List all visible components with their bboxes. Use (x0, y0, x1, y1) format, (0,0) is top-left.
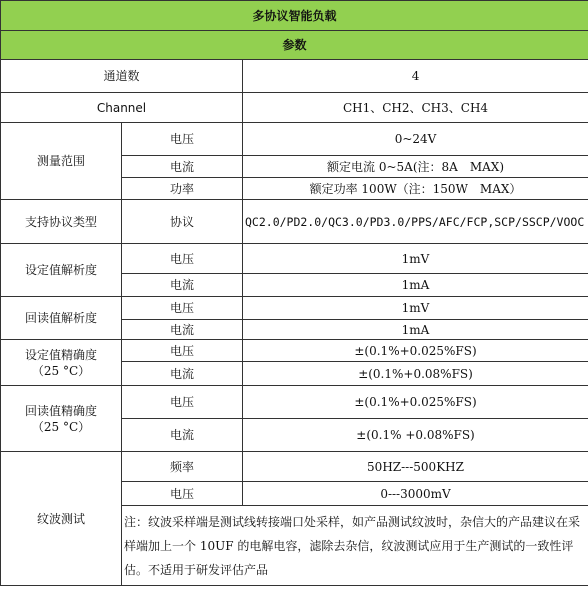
range-voltage-value: 0~24V (243, 123, 588, 156)
range-power-value: 额定功率 100W（注：150W MAX） (243, 178, 588, 200)
section-title: 参数 (1, 31, 588, 60)
ripple-note: 注：纹波采样端是测试线转接端口处采样，如产品测试纹波时，杂信大的产品建议在采样端加上一个 10UF 的电解电容，滤除去杂信，纹波测试应用于生产测试的一致性评估。不适用于研发评估产品 (122, 506, 588, 586)
channels-label: 通道数 (1, 60, 243, 93)
table-row (1, 123, 588, 156)
ripple-freq-label: 频率 (122, 452, 243, 482)
set-acc-temp: （25 °C） (31, 363, 91, 378)
read-acc-label (1, 386, 122, 452)
ripple-label: 纹波测试 (1, 452, 122, 586)
set-acc-voltage-label: 电压 (122, 340, 243, 362)
channels-value: 4 (243, 60, 588, 93)
section-row (1, 31, 588, 60)
table-row (1, 93, 588, 123)
table-row (1, 200, 588, 244)
read-acc-temp: （25 °C） (31, 419, 91, 434)
set-acc-title: 设定值精确度 (24, 347, 97, 362)
read-res-voltage-value: 1mV (243, 297, 588, 320)
table-title: 多协议智能负载 (1, 1, 588, 31)
set-res-voltage-value: 1mV (243, 244, 588, 274)
table-row (1, 297, 588, 320)
ripple-voltage-label: 电压 (122, 482, 243, 506)
set-res-current-value: 1mA (243, 274, 588, 297)
read-res-current-label: 电流 (122, 320, 243, 340)
channel-label: Channel (1, 93, 243, 123)
set-res-voltage-label: 电压 (122, 244, 243, 274)
ripple-voltage-value: 0---3000mV (243, 482, 588, 506)
table-row (1, 340, 588, 362)
read-acc-current-value: ±(0.1% +0.08%FS) (243, 419, 588, 452)
range-current-value: 额定电流 0~5A(注：8A MAX) (243, 156, 588, 178)
set-acc-current-label: 电流 (122, 362, 243, 386)
ripple-freq-value: 50HZ---500KHZ (243, 452, 588, 482)
read-res-label: 回读值解析度 (1, 297, 122, 340)
set-res-label: 设定值解析度 (1, 244, 122, 297)
table-row (1, 244, 588, 274)
set-res-current-label: 电流 (122, 274, 243, 297)
read-res-voltage-label: 电压 (122, 297, 243, 320)
range-voltage-label: 电压 (122, 123, 243, 156)
title-row (1, 1, 588, 31)
set-acc-current-value: ±(0.1%+0.08%FS) (243, 362, 588, 386)
read-acc-voltage-value: ±(0.1%+0.025%FS) (243, 386, 588, 419)
read-acc-title: 回读值精确度 (24, 403, 97, 418)
set-acc-voltage-value: ±(0.1%+0.025%FS) (243, 340, 588, 362)
read-acc-voltage-label: 电压 (122, 386, 243, 419)
table-row (1, 386, 588, 419)
protocol-label: 支持协议类型 (1, 200, 122, 244)
protocol-value: QC2.0/PD2.0/QC3.0/PD3.0/PPS/AFC/FCP,SCP/SSCP/VOOC (243, 200, 588, 244)
table-row (1, 60, 588, 93)
channel-value: CH1、CH2、CH3、CH4 (243, 93, 588, 123)
table-row (1, 452, 588, 482)
read-res-current-value: 1mA (243, 320, 588, 340)
range-label: 测量范围 (1, 123, 122, 200)
protocol-sub-label: 协议 (122, 200, 243, 244)
set-acc-label (1, 340, 122, 386)
range-power-label: 功率 (122, 178, 243, 200)
range-current-label: 电流 (122, 156, 243, 178)
read-acc-current-label: 电流 (122, 419, 243, 452)
